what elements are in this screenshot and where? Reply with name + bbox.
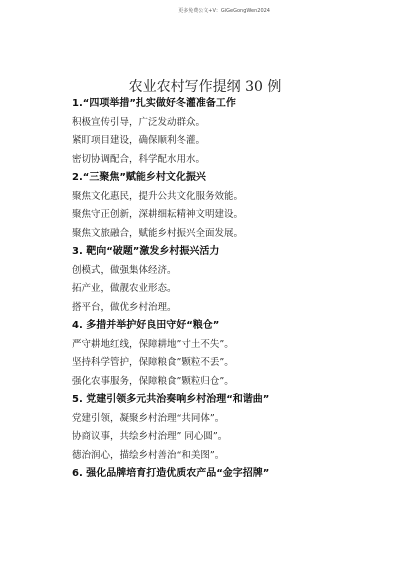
section-line: 严守耕地红线，保障耕地”寸土不失”。 bbox=[72, 338, 234, 350]
section-heading: 2.“三聚焦”赋能乡村文化振兴 bbox=[72, 172, 206, 183]
section-line: 创模式，做强集体经济。 bbox=[72, 264, 177, 276]
section-line: 搭平台，做优乡村治理。 bbox=[72, 301, 177, 313]
section-line: 密切协调配合，科学配水用水。 bbox=[72, 153, 206, 165]
section-heading: 5. 党建引领多元共治奏响乡村治理“和谐曲” bbox=[72, 394, 270, 405]
document-body bbox=[72, 95, 372, 484]
document-title: 农业农村写作提纲 30 例 bbox=[128, 79, 282, 95]
section-heading: 1.“四项举措”扎实做好冬灌准备工作 bbox=[72, 98, 236, 109]
section-line: 强化农事服务，保障粮食”颗粒归仓”。 bbox=[72, 375, 234, 387]
section-heading: 6. 强化品牌培育打造优质农产品“金字招牌” bbox=[72, 468, 270, 479]
section-line: 拓产业，做靓农业形态。 bbox=[72, 283, 177, 294]
section-line: 聚焦守正创新，深耕细耘精神文明建设。 bbox=[72, 209, 244, 220]
section-line: 聚焦文旅融合，赋能乡村振兴全面发展。 bbox=[72, 227, 244, 239]
section-line: 紧盯项目建设，确保顺利冬灌。 bbox=[72, 135, 206, 146]
section-line: 党建引领，凝聚乡村治理“共同体”。 bbox=[72, 412, 225, 424]
section-heading: 3. 靶向“破题”激发乡村振兴活力 bbox=[72, 246, 220, 257]
watermark-text: 更多免费公文+V：GiGeGongWen2024 bbox=[178, 8, 270, 14]
section-line: 积极宣传引导，广泛发动群众。 bbox=[72, 116, 206, 128]
section-line: 聚焦文化惠民，提升公共文化服务效能。 bbox=[72, 190, 244, 202]
section-line: 坚持科学管护，保障粮食”颗粒不丢”。 bbox=[72, 357, 234, 368]
section-line: 德治润心，描绘乡村善治“和美图”。 bbox=[72, 449, 225, 461]
section-line: 协商议事，共绘乡村治理” 同心圆”。 bbox=[72, 431, 228, 442]
section-heading: 4. 多措并举护好良田守好“粮仓” bbox=[72, 320, 220, 331]
